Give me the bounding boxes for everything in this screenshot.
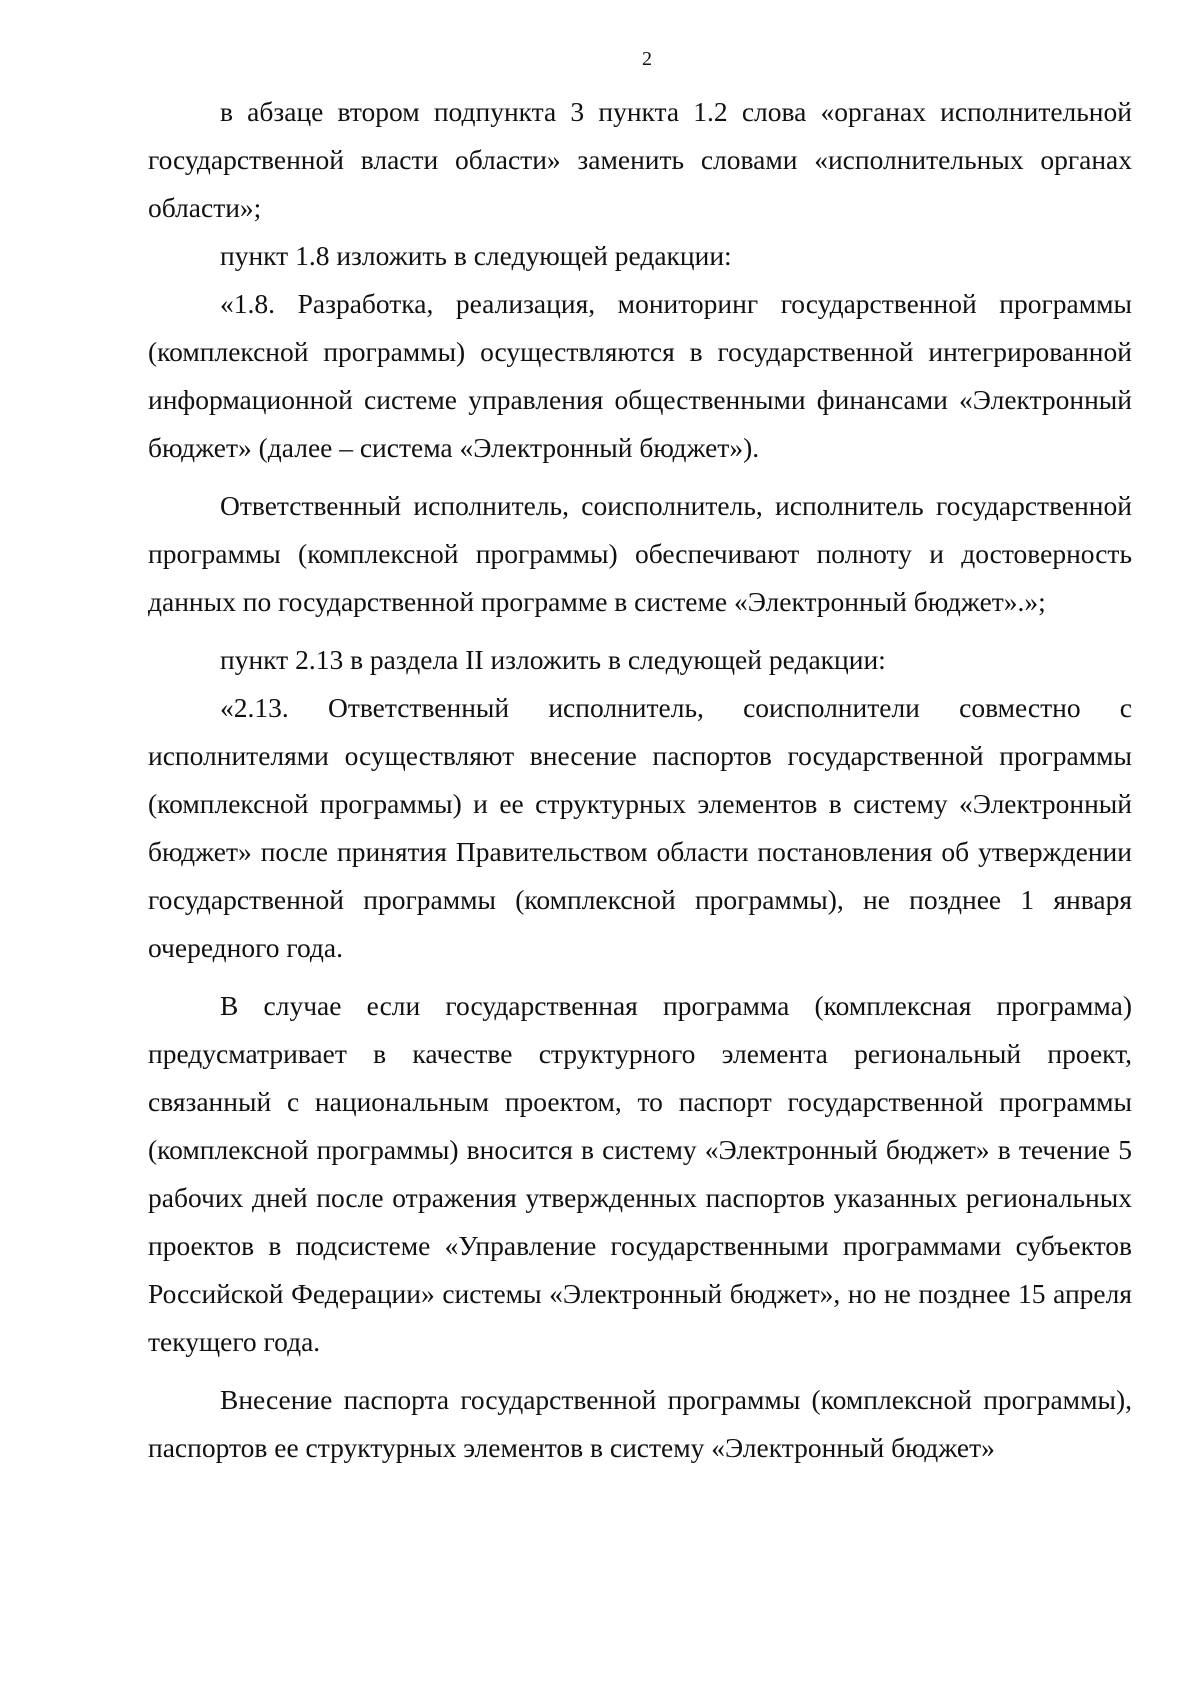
paragraph-amend-1-2: в абзаце втором подпункта 3 пункта 1.2 слова «органах исполнительной государственной власти области» заменить словами «исполнительных органах области»; [148,96,1132,223]
paragraph-2-13-text: «2.13. Ответственный исполнитель, соисполнители совместно с исполнителями осуществляют внесение паспортов государственной программы (комплексной программы) и ее структурных элементов в систему «Электронный бюджет» после принятия Правительством области постановления об утверждении государственной программы (комплексной программы), не позднее 1 января очередного года. [148,692,1132,963]
paragraph-2-13-passport-entry: Внесение паспорта государственной программы (комплексной программы), паспортов ее структурных элементов в систему «Электронный бюджет» [148,1384,1132,1463]
paragraph-intro-1-8: пункт 1.8 изложить в следующей редакции: [220,240,732,271]
paragraph-intro-2-13: пункт 2.13 в раздела II изложить в следующей редакции: [220,644,886,675]
page-number: 2 [642,48,652,70]
document-body [148,88,1132,1472]
paragraph-1-8-responsible: Ответственный исполнитель, соисполнитель, исполнитель государственной программы (комплексной программы) обеспечивают полноту и достоверность данных по государственной программе в системе «Электронный бюджет».»; [148,490,1132,617]
paragraph-2-13-regional-project: В случае если государственная программа (комплексная программа) предусматривает в качестве структурного элемента региональный проект, связанный с национальным проектом, то паспорт государственной программы (комплексной программы) вносится в систему «Электронный бюджет» в течение 5 рабочих дней после отражения утвержденных паспортов указанных региональных проектов в подсистеме «Управление государственными программами субъектов Российской Федерации» системы «Электронный бюджет», но не позднее 15 апреля текущего года. [148,990,1132,1357]
paragraph-1-8-text: «1.8. Разработка, реализация, мониторинг государственной программы (комплексной программы) осуществляются в государственной интегрированной информационной системе управления общественными финансами «Электронный бюджет» (далее – система «Электронный бюджет»). [148,288,1132,463]
